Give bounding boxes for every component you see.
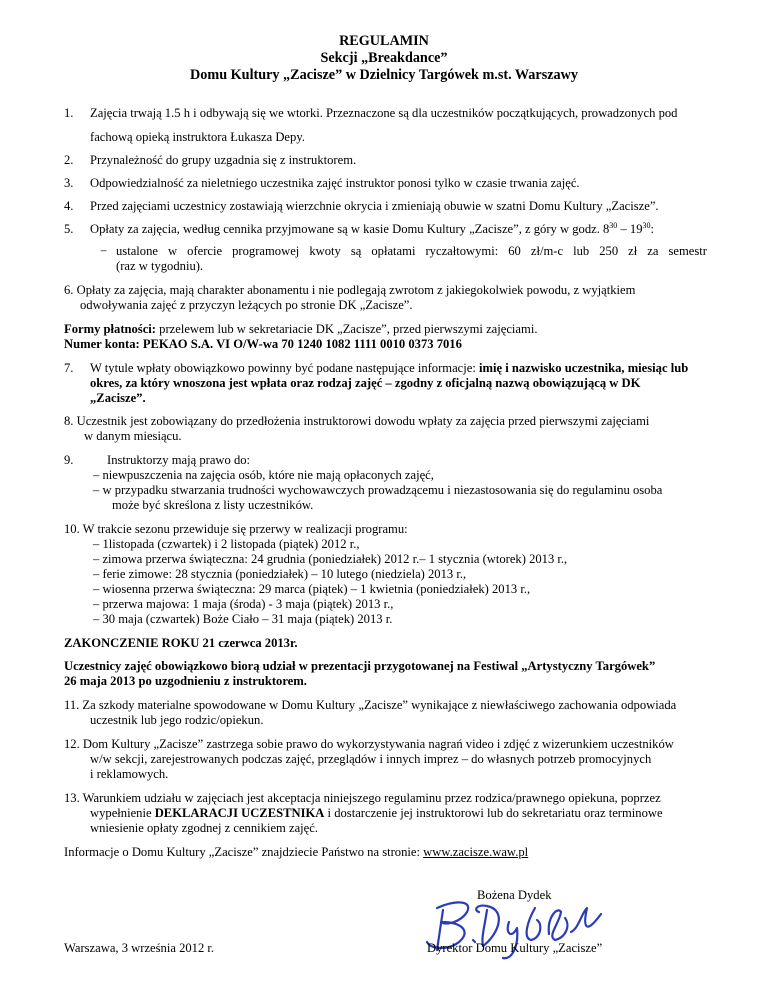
point-9-item-2: – w przypadku stwarzania trudności wychowawczych prowadzącemu i niezastosowania się do regulaminu osoba (93, 483, 663, 497)
point-5-sub-dash: − (100, 244, 108, 258)
handwritten-signature (415, 888, 615, 968)
document-subtitle-institution: Domu Kultury „Zacisze” w Dzielnicy Targówek m.st. Warszawy (190, 67, 578, 83)
point-9-intro: Instruktorzy mają prawo do: (107, 453, 251, 467)
point-4-text: Przed zajęciami uczestnicy zostawiają wierzchnie okrycia i zmieniają obuwie w szatni Domu Kultury „Zacisze”. (90, 199, 659, 213)
point-13-line-1: 13. Warunkiem udziału w zajęciach jest akceptacja niniejszego regulaminu przez rodzica/prawnego opiekuna, poprzez (64, 791, 661, 805)
point-7-line-3: „Zacisze”. (90, 391, 146, 405)
point-6-line-1: 6. Opłaty za zajęcia, mają charakter abonamentu i nie podlegają zwrotom z jakiegokolwiek powodu, z wyjątkiem (64, 283, 636, 297)
point-12-line-2: w/w sekcji, zarejestrowanych podczas zajęć, przeglądów i innych imprez – do własnych potrzeb promocyjnych (90, 752, 652, 766)
point-13-line-2 (90, 806, 663, 821)
info-text: Informacje o Domu Kultury „Zacisze” znajdziecie Państwo na stronie: (64, 845, 424, 859)
payment-forms-label: Formy płatności: (64, 322, 156, 336)
point-9-number: 9. (64, 453, 74, 467)
point-7-line-1 (90, 361, 688, 376)
point-5-hours-dash: – 19 (617, 222, 643, 236)
hour-end-superscript: 30 (642, 220, 651, 230)
bank-account-number: Numer konta: PEKAO S.A. VI O/W-wa 70 1240 1082 1111 0010 0373 7016 (64, 337, 462, 351)
point-1-line-1: Zajęcia trwają 1.5 h i odbywają się we wtorki. Przeznaczone są dla uczestników początkujących, prowadzonych pod (90, 106, 678, 120)
payment-forms-text: przelewem lub w sekretariacie DK „Zacisze”, przed pierwszymi zajęciami. (156, 322, 538, 336)
point-12-line-3: i reklamowych. (90, 767, 169, 781)
point-9-item-2-cont: może być skreślona z listy uczestników. (112, 498, 314, 512)
document-subtitle-section: Sekcji „Breakdance” (320, 50, 448, 66)
break-item: – 1listopada (czwartek) i 2 listopada (piątek) 2012 r., (93, 537, 360, 551)
point-7-line-1-plain: W tytule wpłaty obowiązkowo powinny być podane następujące informacje: (90, 361, 480, 375)
point-4-number: 4. (64, 199, 74, 213)
point-11-line-2: uczestnik lub jego rodzic/opiekun. (90, 713, 264, 727)
signatory-title: Dyrektor Domu Kultury „Zacisze” (427, 941, 603, 955)
payment-forms (64, 322, 537, 337)
point-12-line-1: 12. Dom Kultury „Zacisze” zastrzega sobie prawo do wykorzystywania nagrań video i zdjęć z wizerunkiem uczestników (64, 737, 674, 751)
point-5-sub-line-1: ustalone w ofercie programowej kwoty są opłatami ryczałtowymi: 60 zł/m-c lub 250 zł za semestr (116, 244, 707, 258)
point-13-line-3: wniesienie opłaty zgodnej z cennikiem zajęć. (90, 821, 318, 835)
signatory-name: Bożena Dydek (477, 888, 552, 902)
hour-start-superscript: 30 (609, 220, 618, 230)
festival-line-1: Uczestnicy zajęć obowiązkowo biorą udział w prezentacji przygotowanej na Festiwal „Artystyczny Targówek” (64, 659, 656, 673)
break-item: – ferie zimowe: 28 stycznia (poniedziałek) – 10 lutego (niedziela) 2013 r., (93, 567, 467, 581)
point-5-sub-line-2: (raz w tygodniu). (116, 259, 204, 273)
point-3-text: Odpowiedzialność za nieletniego uczestnika zajęć instruktor ponosi tylko w czasie trwania zajęć. (90, 176, 580, 190)
info-line (64, 845, 528, 860)
point-2-text: Przynależność do grupy uzgadnia się z instruktorem. (90, 153, 357, 167)
website-link[interactable]: www.zacisze.waw.pl (423, 845, 529, 859)
break-item: – zimowa przerwa świąteczna: 24 grudnia (poniedziałek) 2012 r.– 1 stycznia (wtorek) 2013 r., (93, 552, 568, 566)
point-8-line-1: 8. Uczestnik jest zobowiązany do przedłożenia instruktorowi dowodu wpłaty za zajęcia przed pierwszymi zajęciami (64, 414, 650, 428)
season-end-note: ZAKONCZENIE ROKU 21 czerwca 2013r. (64, 636, 298, 650)
break-item: – przerwa majowa: 1 maja (środa) - 3 maja (piątek) 2013 r., (93, 597, 394, 611)
point-1-line-2: fachową opieką instruktora Łukasza Depy. (90, 130, 305, 144)
document-title: REGULAMIN (339, 33, 429, 49)
point-13-line-2-b: i dostarczenie jej instruktorowi lub do sekretariatu oraz terminowe (324, 806, 663, 820)
point-10-intro: 10. W trakcie sezonu przewiduje się przerwy w realizacji programu: (64, 522, 408, 536)
point-5-number: 5. (64, 222, 74, 236)
festival-line-2: 26 maja 2013 po uzgodnieniu z instruktorem. (64, 674, 307, 688)
point-5-colon: : (650, 222, 654, 236)
point-13-line-2-a: wypełnienie (90, 806, 155, 820)
point-9-item-1: – niewpuszczenia na zajęcia osób, które nie mają opłaconych zajęć, (93, 468, 434, 482)
point-8-line-2: w danym miesiącu. (84, 429, 182, 443)
point-5-text (90, 222, 654, 237)
place-and-date: Warszawa, 3 września 2012 r. (64, 941, 215, 955)
point-1-number: 1. (64, 106, 74, 120)
point-5-main: Opłaty za zajęcia, według cennika przyjmowane są w kasie Domu Kultury „Zacisze”, z góry w godz. 8 (90, 222, 610, 236)
point-3-number: 3. (64, 176, 74, 190)
point-2-number: 2. (64, 153, 74, 167)
point-6-line-2: odwoływania zajęć z przyczyn leżących po stronie DK „Zacisze”. (80, 298, 413, 312)
point-7-line-2: okres, za który wnoszona jest wpłata oraz rodzaj zajęć – zgodny z oficjalną nazwą obowiązującą w DK (90, 376, 641, 390)
break-item: – 30 maja (czwartek) Boże Ciało – 31 maja (piątek) 2013 r. (93, 612, 393, 626)
declaration-form-name: DEKLARACJI UCZESTNIKA (154, 806, 325, 820)
point-7-number: 7. (64, 361, 74, 375)
break-item: – wiosenna przerwa świąteczna: 29 marca (piątek) – 1 kwietnia (poniedziałek) 2013 r., (93, 582, 531, 596)
point-11-line-1: 11. Za szkody materialne spowodowane w Domu Kultury „Zacisze” wynikające z niewłaściwego zachowania odpowiada (64, 698, 677, 712)
point-7-line-1-bold: imię i nazwisko uczestnika, miesiąc lub (479, 361, 689, 375)
